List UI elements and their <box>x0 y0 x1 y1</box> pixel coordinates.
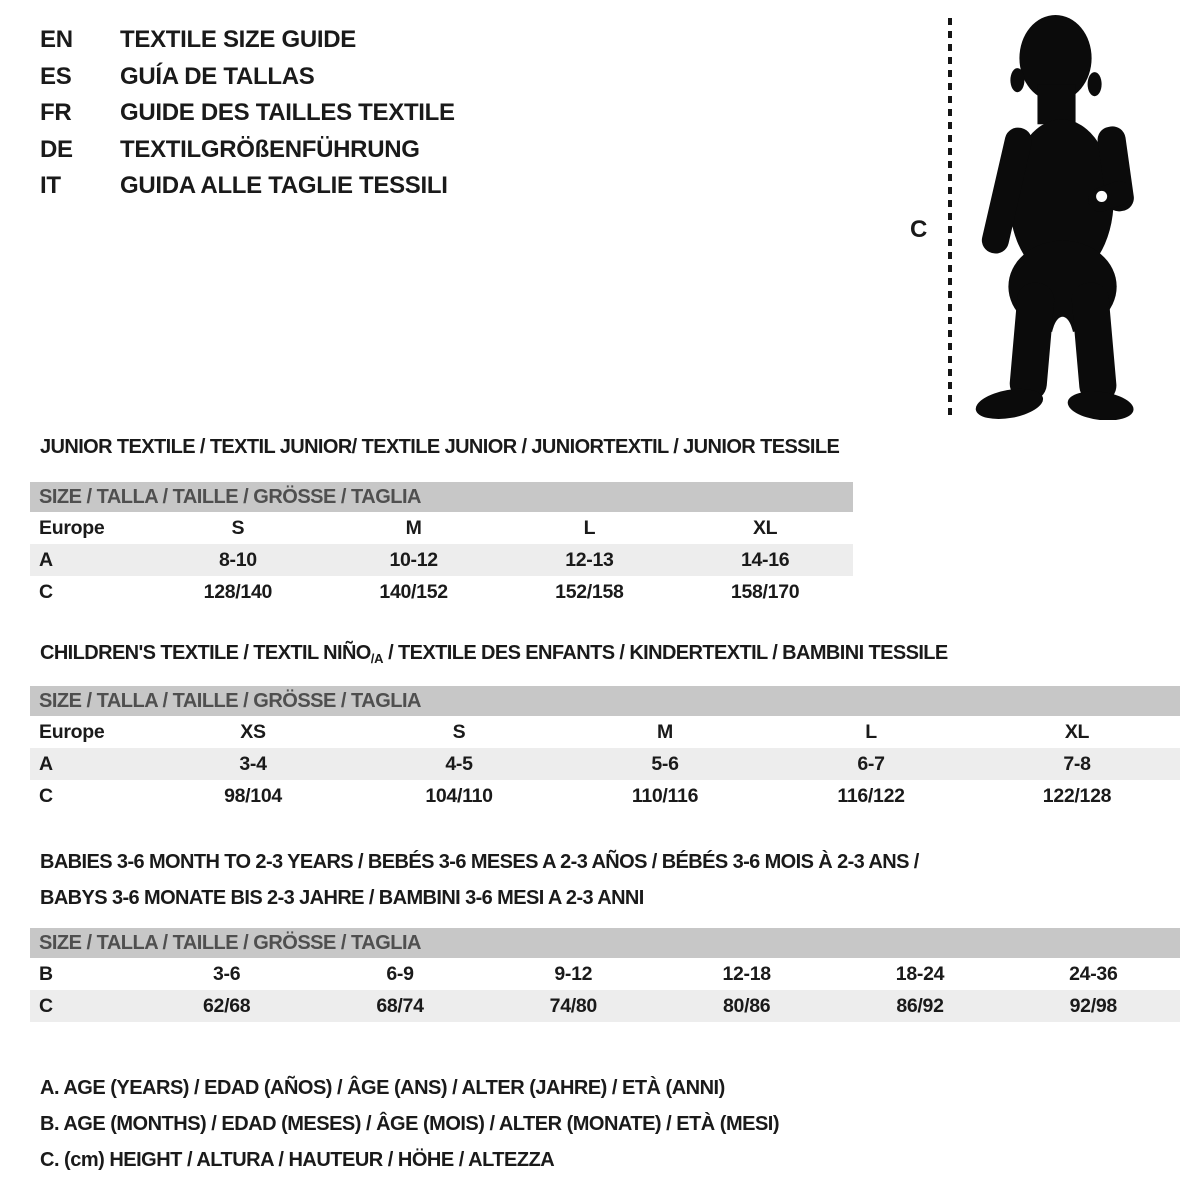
age-cell: 6-7 <box>857 752 885 775</box>
size-cell: S <box>452 720 466 743</box>
height-cell: 122/128 <box>1042 784 1112 807</box>
height-cell: 110/116 <box>631 784 699 807</box>
height-cell: 98/104 <box>224 784 282 807</box>
measurement-legend <box>40 1070 779 1178</box>
size-header-bar: SIZE / TALLA / TAILLE / GRÖSSE / TAGLIA <box>30 686 1180 716</box>
size-cell: L <box>583 516 596 539</box>
babies-heading-line1: BABIES 3-6 MONTH TO 2-3 YEARS / BEBÉS 3-6 MESES A 2-3 AÑOS / BÉBÉS 3-6 MOIS À 2-3 ANS / <box>40 851 919 873</box>
children-heading-text: CHILDREN'S TEXTILE / TEXTIL NIÑO <box>40 642 371 664</box>
guide-title-de: TEXTILGRÖßENFÜHRUNG <box>120 135 420 163</box>
guide-title-fr: GUIDE DES TAILLES TEXTILE <box>120 99 455 127</box>
age-cell: 10-12 <box>389 548 438 571</box>
table-row-age-years <box>30 748 1180 780</box>
junior-section-heading: JUNIOR TEXTILE / TEXTIL JUNIOR/ TEXTILE JUNIOR / JUNIORTEXTIL / JUNIOR TESSILE <box>40 436 840 458</box>
row-label: C <box>39 580 53 603</box>
row-label: C <box>39 784 53 807</box>
row-label: A <box>39 548 53 571</box>
legend-line-height: C. (cm) HEIGHT / ALTURA / HAUTEUR / HÖHE / ALTEZZA <box>40 1148 555 1171</box>
table-row-height-cm <box>30 780 1180 812</box>
size-cell: S <box>231 516 245 539</box>
age-cell: 3-6 <box>213 962 241 985</box>
age-cell: 12-13 <box>565 548 614 571</box>
legend-line-age-years: A. AGE (YEARS) / EDAD (AÑOS) / ÂGE (ANS) / ALTER (JAHRE) / ETÀ (ANNI) <box>40 1076 725 1099</box>
age-cell: 8-10 <box>218 548 257 571</box>
table-row-europe <box>30 512 853 544</box>
guide-title-it: GUIDA ALLE TAGLIE TESSILI <box>120 172 448 200</box>
age-cell: 5-6 <box>651 752 679 775</box>
junior-size-table <box>30 482 853 608</box>
height-measure-label: C <box>910 216 928 243</box>
language-row-de <box>40 132 455 169</box>
legend-line-age-months: B. AGE (MONTHS) / EDAD (MESES) / ÂGE (MOIS) / ALTER (MONATE) / ETÀ (MESI) <box>40 1112 780 1135</box>
size-cell: M <box>405 516 422 539</box>
row-label: C <box>39 994 53 1017</box>
row-label: Europe <box>39 516 105 539</box>
table-row-age-months <box>30 958 1180 990</box>
size-cell: XS <box>240 720 266 743</box>
height-cell: 74/80 <box>549 994 597 1017</box>
age-cell: 9-12 <box>554 962 593 985</box>
size-cell: M <box>657 720 673 743</box>
age-cell: 7-8 <box>1063 752 1091 775</box>
size-cell: XL <box>752 516 778 539</box>
height-measure-dashed-line <box>948 18 952 416</box>
age-cell: 18-24 <box>895 962 945 985</box>
row-label: A <box>39 752 53 775</box>
height-cell: 140/152 <box>379 580 448 603</box>
toddler-silhouette-icon <box>962 14 1140 420</box>
children-heading-subscript: /A <box>370 651 384 666</box>
age-cell: 14-16 <box>740 548 790 571</box>
age-cell: 3-4 <box>239 752 267 775</box>
language-code: ES <box>40 62 72 90</box>
size-cell: L <box>865 720 877 743</box>
height-cell: 92/98 <box>1069 994 1117 1017</box>
size-cell: XL <box>1064 720 1090 743</box>
guide-title-es: GUÍA DE TALLAS <box>120 62 315 90</box>
row-label: B <box>39 962 53 985</box>
height-cell: 104/110 <box>425 784 493 807</box>
height-cell: 68/74 <box>376 994 424 1017</box>
language-code: FR <box>40 99 72 127</box>
size-header-bar: SIZE / TALLA / TAILLE / GRÖSSE / TAGLIA <box>30 482 853 512</box>
language-title-list <box>40 22 455 205</box>
age-cell: 6-9 <box>386 962 414 985</box>
language-code: EN <box>40 26 73 54</box>
height-cell: 86/92 <box>896 994 944 1017</box>
language-code: DE <box>40 135 73 163</box>
language-row-es <box>40 59 455 96</box>
height-cell: 158/170 <box>730 580 800 603</box>
babies-section-heading <box>40 844 919 916</box>
children-heading-text: / TEXTILE DES ENFANTS / KINDERTEXTIL / BAMBINI TESSILE <box>383 642 948 664</box>
height-cell: 128/140 <box>203 580 273 603</box>
language-row-en <box>40 22 455 59</box>
children-size-table <box>30 686 1180 812</box>
size-header-bar: SIZE / TALLA / TAILLE / GRÖSSE / TAGLIA <box>30 928 1180 958</box>
row-label: Europe <box>39 720 105 743</box>
children-section-heading <box>40 642 948 666</box>
height-cell: 62/68 <box>203 994 251 1017</box>
table-row-europe <box>30 716 1180 748</box>
language-row-fr <box>40 95 455 132</box>
height-cell: 152/158 <box>555 580 624 603</box>
age-cell: 12-18 <box>722 962 771 985</box>
height-cell: 80/86 <box>722 994 771 1017</box>
height-cell: 116/122 <box>837 784 905 807</box>
babies-heading-line2: BABYS 3-6 MONATE BIS 2-3 JAHRE / BAMBINI 3-6 MESI A 2-3 ANNI <box>40 887 644 909</box>
age-cell: 24-36 <box>1069 962 1118 985</box>
guide-title-en: TEXTILE SIZE GUIDE <box>120 26 356 54</box>
age-cell: 4-5 <box>445 752 473 775</box>
table-row-height-cm <box>30 990 1180 1022</box>
babies-size-table <box>30 928 1180 1022</box>
language-row-it <box>40 168 455 205</box>
language-code: IT <box>40 172 61 200</box>
table-row-height-cm <box>30 576 853 608</box>
table-row-age-years <box>30 544 853 576</box>
